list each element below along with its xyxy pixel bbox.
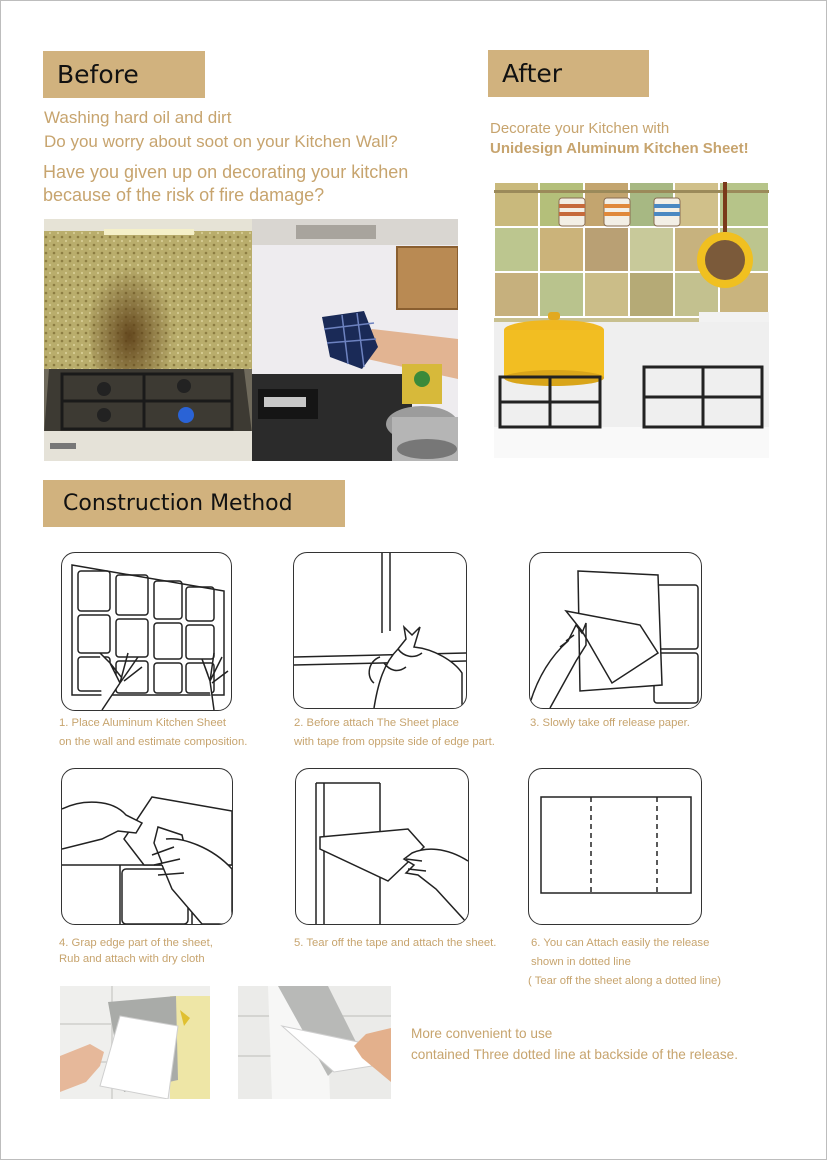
before-text-line-2: Do you worry about soot on your Kitchen Wall? bbox=[44, 132, 398, 151]
bottom-photo-peeling-sheet bbox=[60, 986, 210, 1099]
bottom-text-line-1: More convenient to use bbox=[411, 1026, 553, 1041]
step-5-caption-line-1: 5. Tear off the tape and attach the sheet. bbox=[294, 937, 497, 949]
step-3-caption-line-1: 3. Slowly take off release paper. bbox=[530, 717, 690, 729]
step-6-caption-line-3: ( Tear off the sheet along a dotted line) bbox=[528, 975, 722, 987]
bottom-photo-attaching-sheet bbox=[238, 986, 391, 1099]
construction-method-tag: Construction Method bbox=[43, 480, 345, 527]
bottom-text-line-2: contained Three dotted line at backside of the release. bbox=[411, 1047, 738, 1062]
step-6-caption-line-1: 6. You can Attach easily the release bbox=[531, 937, 710, 949]
before-text-line-1: Washing hard oil and dirt bbox=[44, 108, 232, 127]
after-photo-decorated-kitchen bbox=[494, 182, 769, 458]
step-1-caption-line-1: 1. Place Aluminum Kitchen Sheet bbox=[59, 717, 227, 729]
step-1-illustration bbox=[61, 552, 232, 711]
step-3-illustration bbox=[529, 552, 702, 709]
before-photo-wiping-wall bbox=[252, 219, 458, 461]
before-tag: Before bbox=[43, 51, 205, 98]
before-text-line-4: because of the risk of fire damage? bbox=[43, 185, 325, 205]
after-tag: After bbox=[488, 50, 649, 97]
before-photo-dirty-stove bbox=[44, 219, 252, 461]
after-text-line-1: Decorate your Kitchen with bbox=[490, 120, 670, 137]
step-4-illustration bbox=[61, 768, 233, 925]
step-2-caption-line-2: with tape from oppsite side of edge part. bbox=[294, 736, 495, 748]
step-6-caption-line-2: shown in dotted line bbox=[531, 956, 631, 968]
step-4-caption-line-2: Rub and attach with dry cloth bbox=[59, 953, 205, 965]
step-5-illustration bbox=[295, 768, 469, 925]
step-2-caption-line-1: 2. Before attach The Sheet place bbox=[294, 717, 459, 729]
step-4-caption-line-1: 4. Grap edge part of the sheet, bbox=[59, 937, 213, 949]
before-text-line-3: Have you given up on decorating your kitchen bbox=[43, 162, 409, 182]
after-text-line-2: Unidesign Aluminum Kitchen Sheet! bbox=[490, 140, 749, 157]
step-2-illustration bbox=[293, 552, 467, 709]
step-1-caption-line-2: on the wall and estimate composition. bbox=[59, 736, 248, 748]
step-6-illustration bbox=[528, 768, 702, 925]
